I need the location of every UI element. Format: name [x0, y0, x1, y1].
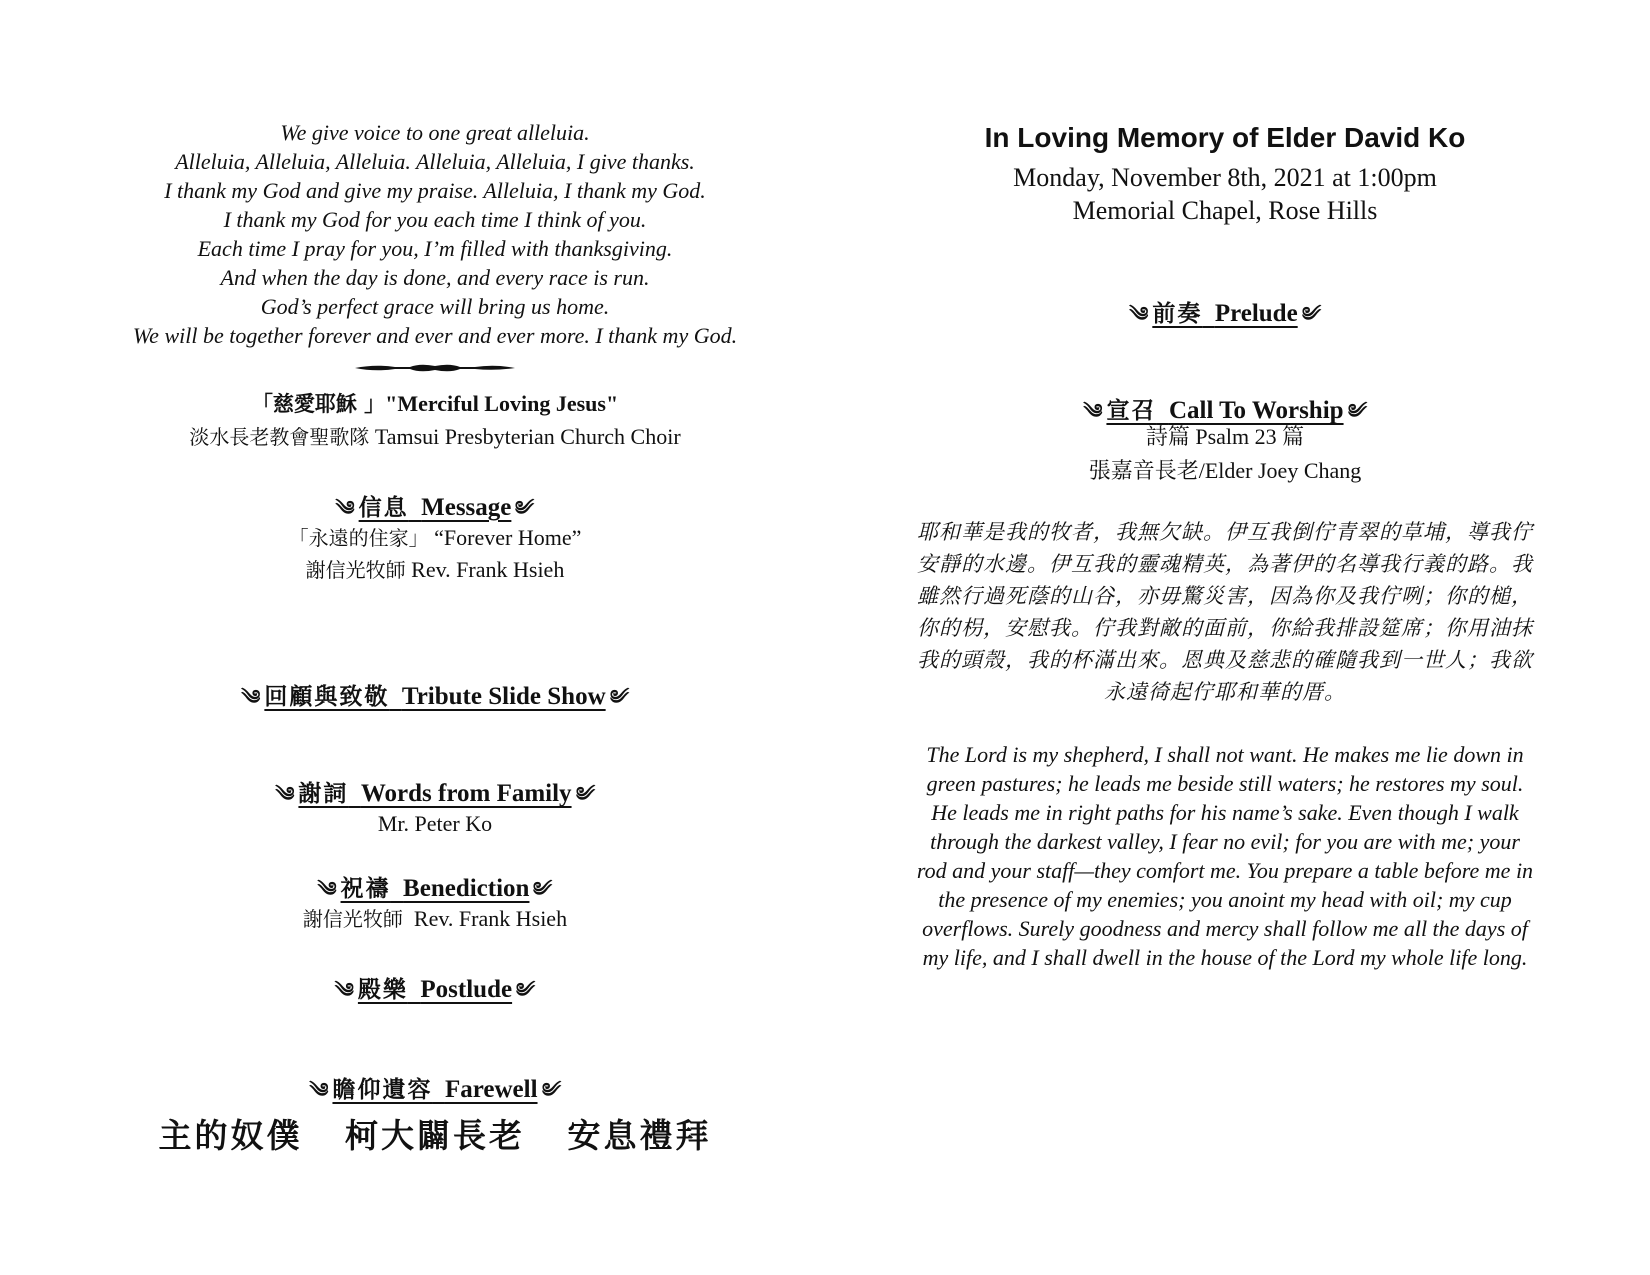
benediction-speaker-zh: 謝信光牧師 [302, 907, 403, 931]
lyric-line: God’s perfect grace will bring us home. [260, 294, 610, 319]
tribute-title-en: Tribute Slide Show [401, 683, 606, 710]
divider-flourish-icon [355, 363, 515, 373]
postlude-heading [60, 968, 810, 1024]
choir-zh: 淡水長老教會聖歌隊 [189, 425, 370, 449]
call-to-worship-title-zh: 宣召 [1106, 398, 1157, 424]
benediction-speaker [60, 902, 810, 936]
right-flourish-icon: ༄ [515, 496, 535, 520]
family-title-zh: 謝詞 [298, 781, 349, 807]
ornamental-divider [60, 363, 810, 373]
left-flourish-icon: ༄ [1129, 302, 1149, 326]
message-speaker-zh: 謝信光牧師 [305, 558, 406, 582]
psalm-zh-line: 你的枴，安慰我。佇我對敵的面前，你給我排設筵席；你用油抹 [917, 616, 1533, 640]
left-flourish-icon: ༄ [241, 685, 261, 709]
closing-title: 主的奴僕 柯大闢長老 安息禮拜 [158, 1116, 712, 1155]
message-subtitle [60, 521, 810, 555]
left-flourish-icon: ༄ [335, 496, 355, 520]
prelude-title-zh: 前奏 [1152, 301, 1203, 327]
psalm-en-line: rod and your staff—they comfort me. You prepare a table before me in [916, 858, 1534, 883]
lyric-line: We give voice to one great alleluia. [280, 120, 590, 145]
benediction-title-en: Benediction [403, 875, 530, 902]
call-to-worship-leader: 張嘉音長老/Elder Joey Chang [1088, 458, 1362, 483]
lyric-line: Alleluia, Alleluia, Alleluia. Alleluia, Alleluia, I give thanks. [175, 149, 695, 174]
right-flourish-icon: ༄ [516, 978, 536, 1002]
hymn-title [60, 388, 810, 418]
psalm-zh-line: 我的頭殼，我的杯滿出來。恩典及慈悲的確隨我到一世人；我欲 [917, 648, 1533, 672]
psalm-text-zh [865, 516, 1585, 708]
postlude-title-zh: 殿樂 [357, 977, 408, 1003]
psalm-en-line: my life, and I shall dwell in the house of the Lord my whole life long. [922, 945, 1528, 970]
postlude-title-en: Postlude [420, 976, 513, 1003]
benediction-title-zh: 祝禱 [340, 876, 391, 902]
memorial-title: In Loving Memory of Elder David Ko [984, 122, 1466, 153]
left-flourish-icon: ༄ [309, 1078, 329, 1102]
right-flourish-icon: ༄ [533, 877, 553, 901]
hymn-title-en: "Merciful Loving Jesus" [385, 391, 619, 416]
tribute-heading [60, 675, 810, 731]
psalm-en-line: The Lord is my shepherd, I shall not want. He makes me lie down in [926, 742, 1524, 767]
lyric-line: And when the day is done, and every race is run. [220, 265, 650, 290]
psalm-zh-line: 耶和華是我的牧者，我無欠缺。伊互我倒佇青翠的草埔，導我佇 [917, 520, 1533, 544]
call-to-worship-title-en: Call To Worship [1168, 397, 1344, 424]
hymn-title-zh: 「慈愛耶穌 」 [251, 392, 386, 416]
lyric-line: Each time I pray for you, I’m filled with thanksgiving. [197, 236, 673, 261]
farewell-title-zh: 瞻仰遺容 [332, 1077, 433, 1103]
psalm-en-line: He leads me in right paths for his name’s sake. Even though I walk [931, 800, 1519, 825]
message-speaker [60, 553, 810, 587]
right-flourish-icon: ༄ [541, 1078, 561, 1102]
farewell-title-en: Farewell [444, 1076, 538, 1103]
message-speaker-en: Rev. Frank Hsieh [411, 557, 565, 582]
lyric-line: I thank my God for you each time I think of you. [223, 207, 647, 232]
service-info [865, 161, 1585, 227]
right-flourish-icon: ༄ [609, 685, 629, 709]
left-flourish-icon: ༄ [317, 877, 337, 901]
choir-en: Tamsui Presbyterian Church Choir [374, 424, 681, 449]
psalm-zh-line: 安靜的水邊。伊互我的靈魂精英，為著伊的名導我行義的路。我 [917, 552, 1533, 576]
right-flourish-icon: ༄ [1301, 302, 1321, 326]
tribute-title-zh: 回顧與致敬 [264, 684, 390, 710]
message-subtitle-zh: 「永遠的住家」 [288, 526, 429, 550]
left-flourish-icon: ༄ [1083, 399, 1103, 423]
psalm-zh-line: 永遠徛起佇耶和華的厝。 [1104, 680, 1346, 704]
prelude-heading [865, 292, 1585, 348]
left-flourish-icon: ༄ [275, 782, 295, 806]
psalm-en-line: green pastures; he leads me beside still waters; he restores my soul. [926, 771, 1524, 796]
choir-credit [60, 420, 810, 454]
benediction-speaker-en: Rev. Frank Hsieh [413, 906, 568, 931]
psalm-reference: 詩篇 Psalm 23 篇 [1145, 424, 1305, 449]
hymn-lyrics [60, 118, 810, 350]
family-speaker: Mr. Peter Ko [377, 811, 493, 836]
service-date-time: Monday, November 8th, 2021 at 1:00pm [1013, 163, 1437, 192]
lyric-line: I thank my God and give my praise. Alleluia, I thank my God. [164, 178, 706, 203]
right-flourish-icon: ༄ [575, 782, 595, 806]
message-title-en: Message [421, 494, 512, 521]
right-flourish-icon: ༄ [1347, 399, 1367, 423]
psalm-en-line: overflows. Surely goodness and mercy shall follow me all the days of [922, 916, 1528, 941]
family-title-en: Words from Family [360, 780, 572, 807]
prelude-title-en: Prelude [1214, 300, 1298, 327]
right-panel [865, 0, 1585, 1275]
psalm-text-en [865, 740, 1585, 972]
psalm-en-line: the presence of my enemies; you anoint my head with oil; my cup [938, 887, 1512, 912]
psalm-zh-line: 雖然行過死蔭的山谷，亦毋驚災害，因為你及我佇咧；你的槌， [917, 584, 1533, 608]
message-title-zh: 信息 [358, 495, 409, 521]
left-flourish-icon: ༄ [334, 978, 354, 1002]
psalm-en-line: through the darkest valley, I fear no evil; for you are with me; your [930, 829, 1520, 854]
service-location: Memorial Chapel, Rose Hills [1072, 196, 1378, 225]
message-subtitle-en: “Forever Home” [434, 525, 582, 550]
left-panel [60, 0, 810, 1275]
lyric-line: We will be together forever and ever and ever more. I thank my God. [132, 323, 738, 348]
